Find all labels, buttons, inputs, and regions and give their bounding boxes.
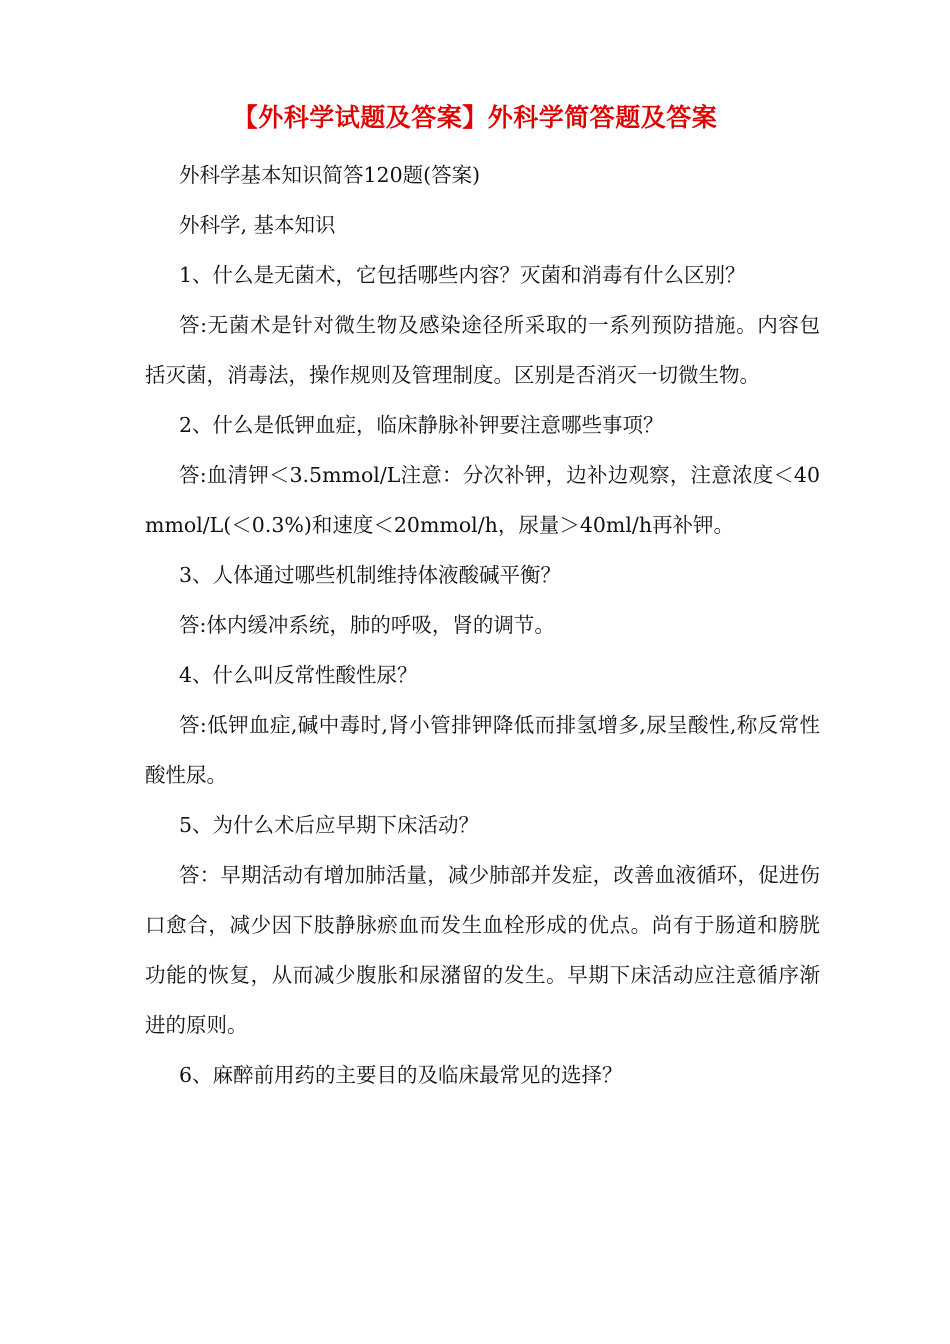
- answer-3: 答:体内缓冲系统，肺的呼吸，肾的调节。: [179, 613, 555, 637]
- question-4: 4、什么叫反常性酸性尿？: [179, 663, 418, 687]
- document-title: 【外科学试题及答案】外科学简答题及答案: [232, 103, 718, 132]
- question-1: 1、什么是无菌术，它包括哪些内容？灭菌和消毒有什么区别？: [179, 263, 746, 287]
- answer-4: 答:低钾血症,碱中毒时,肾小管排钾降低而排氢增多,尿呈酸性,称反常性酸性尿。: [145, 713, 820, 787]
- question-5: 5、为什么术后应早期下床活动？: [179, 813, 480, 837]
- answer-2: 答:血清钾＜3.5mmol/L注意：分次补钾，边补边观察，注意浓度＜40mmol/L(＜0.3%)和速度＜20mmol/h，尿量＞40ml/h再补钾。: [145, 463, 820, 537]
- subtitle-line: 外科学基本知识简答120题(答案): [179, 163, 481, 187]
- question-2: 2、什么是低钾血症，临床静脉补钾要注意哪些事项？: [179, 413, 664, 437]
- question-3: 3、人体通过哪些机制维持体液酸碱平衡？: [179, 563, 562, 587]
- question-6: 6、麻醉前用药的主要目的及临床最常见的选择？: [179, 1063, 623, 1087]
- document-body: [145, 150, 820, 1100]
- answer-1: 答:无菌术是针对微生物及感染途径所采取的一系列预防措施。内容包括灭菌，消毒法，操作规则及管理制度。区别是否消灭一切微生物。: [145, 313, 820, 387]
- keywords-line: 外科学, 基本知识: [179, 213, 336, 237]
- answer-5: 答：早期活动有增加肺活量，减少肺部并发症，改善血液循环，促进伤口愈合，减少因下肢静脉瘀血而发生血栓形成的优点。尚有于肠道和膀胱功能的恢复，从而减少腹胀和尿潴留的发生。早期下床活动应注意循序渐进的原则。: [145, 863, 820, 1037]
